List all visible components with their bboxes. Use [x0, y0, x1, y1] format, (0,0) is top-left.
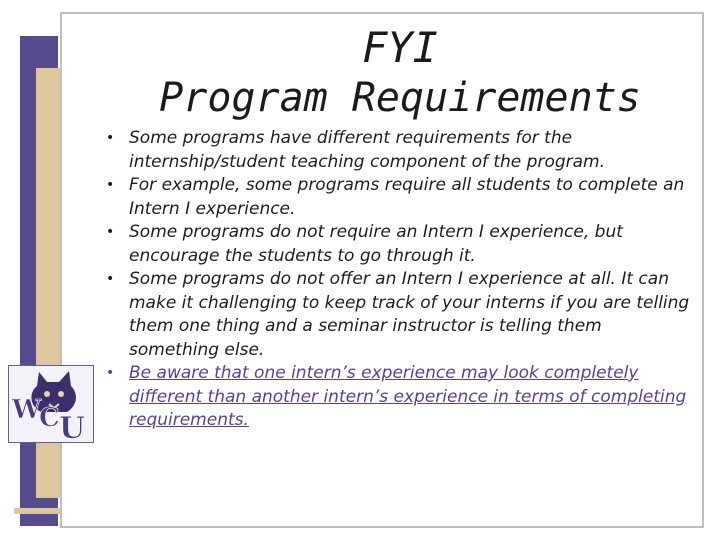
wcu-logo	[8, 365, 94, 443]
bullet-item	[104, 174, 694, 221]
slide-title-fyi: FYI	[362, 23, 438, 72]
bullet-item-highlighted	[104, 362, 694, 433]
bullet-text: Some programs have different requirements for the internship/student teaching component of the program.	[129, 128, 606, 172]
bullet-list	[104, 127, 694, 433]
slide-title-program-requirements: Program Requirements	[159, 75, 641, 121]
bullet-item	[104, 127, 694, 174]
bullet-text: Be aware that one intern’s experience may look completely different than another intern’s experience in terms of completing requirements.	[129, 363, 687, 430]
bullet-glyph: •	[106, 271, 115, 287]
catamount-mascot-icon	[9, 366, 93, 442]
bullet-text: For example, some programs require all students to complete an Intern I experience.	[129, 175, 685, 219]
bullet-item	[104, 268, 694, 362]
svg-text:U: U	[59, 411, 86, 442]
bullet-text: Some programs do not offer an Intern I experience at all. It can make it challenging to keep track of your interns if you are telling them one thing and a seminar instructor is telling them something else.	[129, 269, 690, 360]
bullet-text: Some programs do not require an Intern I experience, but encourage the students to go through it.	[129, 222, 623, 266]
svg-text:C: C	[39, 403, 60, 433]
bullet-glyph: •	[106, 224, 115, 240]
svg-text:W: W	[12, 395, 42, 425]
bullet-glyph: •	[106, 177, 115, 193]
bullet-glyph: •	[106, 130, 115, 146]
bullet-item	[104, 221, 694, 268]
bullet-glyph: •	[106, 365, 115, 381]
